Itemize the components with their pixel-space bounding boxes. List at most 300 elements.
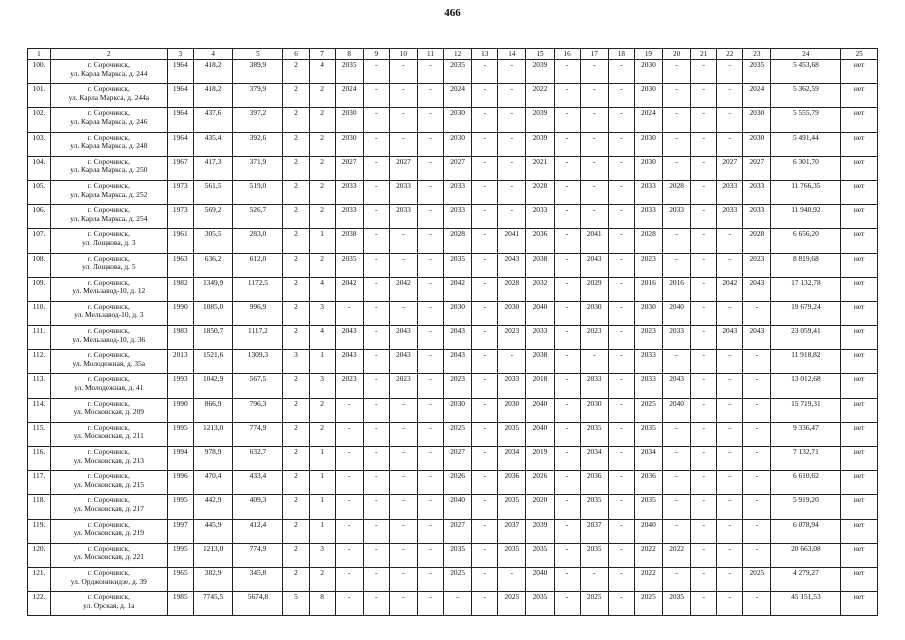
value-cell: 1995	[167, 495, 193, 519]
address-city: г. Сорочинск,	[87, 567, 130, 577]
row-number-cell: 100.	[28, 60, 51, 84]
address-street: ул. Карла Маркса, д. 252	[70, 189, 148, 199]
value-cell: 2023	[743, 253, 771, 277]
value-cell: 345,8	[233, 567, 283, 591]
flag-cell: нет	[841, 422, 878, 446]
value-cell: -	[389, 132, 417, 156]
value-cell: 3	[309, 374, 335, 398]
value-cell: 2025	[634, 592, 662, 616]
value-cell: -	[363, 156, 389, 180]
column-number-cell: 3	[167, 49, 193, 60]
address-city: г. Сорочинск,	[87, 229, 130, 239]
table-row	[28, 156, 878, 180]
flag-cell: нет	[841, 592, 878, 616]
value-cell: 2021	[526, 156, 554, 180]
value-cell: 569,2	[193, 205, 233, 229]
column-number-cell: 16	[554, 49, 580, 60]
value-cell: -	[417, 60, 443, 84]
value-cell: 417,3	[193, 156, 233, 180]
value-cell: -	[663, 60, 691, 84]
value-cell: 2030	[634, 301, 662, 325]
column-number-cell: 25	[841, 49, 878, 60]
value-cell: -	[554, 567, 580, 591]
value-cell: -	[472, 374, 498, 398]
column-number-cell: 9	[363, 49, 389, 60]
row-number-cell: 116.	[28, 447, 51, 471]
address-cell	[50, 60, 167, 84]
value-cell: -	[389, 301, 417, 325]
value-cell: 435,4	[193, 132, 233, 156]
value-cell: 1042,9	[193, 374, 233, 398]
flag-cell: нет	[841, 84, 878, 108]
table-row	[28, 60, 878, 84]
value-cell: 2033	[743, 205, 771, 229]
flag-cell: нет	[841, 495, 878, 519]
address-cell	[50, 374, 167, 398]
row-number-cell: 102.	[28, 108, 51, 132]
value-cell: -	[717, 374, 743, 398]
value-cell: -	[389, 84, 417, 108]
value-cell: 418,2	[193, 84, 233, 108]
value-cell: 2032	[526, 277, 554, 301]
address-cell	[50, 301, 167, 325]
value-cell: -	[554, 229, 580, 253]
value-cell: 2033	[335, 205, 363, 229]
value-cell: 2029	[580, 277, 608, 301]
value-cell: 4	[309, 277, 335, 301]
value-cell: -	[554, 301, 580, 325]
flag-cell: нет	[841, 60, 878, 84]
address-cell	[50, 471, 167, 495]
row-number-cell: 121.	[28, 567, 51, 591]
value-cell: -	[580, 132, 608, 156]
value-cell: 442,9	[193, 495, 233, 519]
value-cell: -	[472, 253, 498, 277]
value-cell: 2035	[743, 60, 771, 84]
address-city: г. Сорочинск,	[87, 422, 130, 432]
address-cell	[50, 447, 167, 471]
table-row	[28, 495, 878, 519]
value-cell: -	[335, 447, 363, 471]
value-cell: -	[417, 422, 443, 446]
value-cell: -	[417, 543, 443, 567]
address-street: ул. Молодежная, д. 41	[74, 383, 144, 393]
value-cell: 1994	[167, 447, 193, 471]
row-number-cell: 118.	[28, 495, 51, 519]
flag-cell: нет	[841, 156, 878, 180]
value-cell: -	[554, 422, 580, 446]
value-cell: -	[580, 60, 608, 84]
value-cell: -	[472, 229, 498, 253]
value-cell: 2033	[634, 180, 662, 204]
value-cell: 1964	[167, 108, 193, 132]
value-cell: 2023	[444, 374, 472, 398]
value-cell: 2043	[444, 326, 472, 350]
value-cell: -	[363, 519, 389, 543]
value-cell: -	[691, 301, 717, 325]
value-cell: -	[743, 374, 771, 398]
value-cell: 2030	[743, 108, 771, 132]
value-cell: 2030	[634, 84, 662, 108]
value-cell: -	[389, 447, 417, 471]
address-city: г. Сорочинск,	[87, 301, 130, 311]
value-cell: -	[498, 156, 526, 180]
value-cell: 2033	[717, 180, 743, 204]
value-cell: -	[691, 567, 717, 591]
row-number-cell: 117.	[28, 471, 51, 495]
value-cell: -	[417, 277, 443, 301]
address-street: ул. Карла Маркса, д. 244	[70, 68, 148, 78]
value-cell: 2025	[743, 567, 771, 591]
value-cell: -	[363, 398, 389, 422]
table-row	[28, 180, 878, 204]
value-cell: 2019	[526, 447, 554, 471]
value-cell: 2	[283, 84, 309, 108]
value-cell: -	[717, 398, 743, 422]
value-cell: 2040	[526, 398, 554, 422]
flag-cell: нет	[841, 398, 878, 422]
value-cell: -	[717, 108, 743, 132]
value-cell: -	[335, 422, 363, 446]
value-cell: 379,9	[233, 84, 283, 108]
value-cell: 2037	[498, 519, 526, 543]
value-cell: -	[417, 567, 443, 591]
value-cell: -	[608, 398, 634, 422]
column-number-cell: 5	[233, 49, 283, 60]
value-cell: 2043	[335, 326, 363, 350]
value-cell: -	[608, 180, 634, 204]
value-cell: -	[363, 132, 389, 156]
address-street: ул. Московская, д. 215	[73, 479, 144, 489]
value-cell: 2034	[580, 447, 608, 471]
value-cell: -	[472, 471, 498, 495]
value-cell: 2036	[498, 471, 526, 495]
value-cell: 2	[309, 422, 335, 446]
value-cell: -	[717, 350, 743, 374]
value-cell: 774,9	[233, 422, 283, 446]
value-cell: 2033	[389, 205, 417, 229]
address-street: ул. Карла Маркса, д. 244а	[68, 92, 150, 102]
value-cell: -	[389, 471, 417, 495]
value-cell: 1349,9	[193, 277, 233, 301]
row-number-cell: 101.	[28, 84, 51, 108]
address-city: г. Сорочинск,	[87, 132, 130, 142]
value-cell: -	[554, 519, 580, 543]
value-cell: 2035	[580, 543, 608, 567]
table-row	[28, 422, 878, 446]
value-cell: 1961	[167, 229, 193, 253]
value-cell: 2	[309, 108, 335, 132]
value-cell: 2035	[580, 422, 608, 446]
value-cell: 2028	[444, 229, 472, 253]
value-cell: 1964	[167, 84, 193, 108]
value-cell: 2018	[526, 374, 554, 398]
value-cell: -	[363, 253, 389, 277]
table-row	[28, 447, 878, 471]
address-city: г. Сорочинск,	[87, 447, 130, 456]
cost-cell: 6 656,20	[771, 229, 841, 253]
value-cell: -	[580, 567, 608, 591]
table-row	[28, 229, 878, 253]
value-cell: -	[417, 471, 443, 495]
value-cell: -	[417, 350, 443, 374]
address-cell	[50, 180, 167, 204]
value-cell: 1213,0	[193, 543, 233, 567]
flag-cell: нет	[841, 301, 878, 325]
value-cell: 1964	[167, 60, 193, 84]
value-cell: -	[472, 205, 498, 229]
value-cell: 2	[283, 277, 309, 301]
value-cell: 2030	[634, 156, 662, 180]
address-street: ул. Московская, д. 209	[73, 407, 144, 417]
value-cell: 519,0	[233, 180, 283, 204]
table-row	[28, 592, 878, 616]
value-cell: 561,5	[193, 180, 233, 204]
address-cell	[50, 229, 167, 253]
value-cell: 2	[283, 205, 309, 229]
value-cell: -	[554, 84, 580, 108]
value-cell: 2033	[743, 180, 771, 204]
value-cell: -	[335, 592, 363, 616]
flag-cell: нет	[841, 326, 878, 350]
value-cell: -	[417, 301, 443, 325]
address-street: ул. Карла Маркса, д. 250	[70, 165, 148, 175]
address-city: г. Сорочинск,	[87, 60, 130, 69]
table-row	[28, 471, 878, 495]
address-cell	[50, 277, 167, 301]
row-number-cell: 113.	[28, 374, 51, 398]
value-cell: 2033	[526, 326, 554, 350]
value-cell: 3	[283, 350, 309, 374]
cost-cell: 11 918,82	[771, 350, 841, 374]
value-cell: 2041	[580, 229, 608, 253]
cost-cell: 23 059,41	[771, 326, 841, 350]
value-cell: 2035	[444, 253, 472, 277]
value-cell: -	[608, 277, 634, 301]
value-cell: 1213,0	[193, 422, 233, 446]
column-number-cell: 1	[28, 49, 51, 60]
value-cell: 2	[283, 447, 309, 471]
value-cell: -	[717, 471, 743, 495]
address-street: ул. Орджоникидзе, д. 39	[70, 576, 147, 586]
row-number-cell: 112.	[28, 350, 51, 374]
value-cell: 2022	[526, 84, 554, 108]
column-number-cell: 12	[444, 49, 472, 60]
value-cell: 1983	[167, 326, 193, 350]
value-cell: -	[554, 60, 580, 84]
value-cell: 2026	[444, 471, 472, 495]
value-cell: -	[363, 592, 389, 616]
value-cell: -	[335, 519, 363, 543]
flag-cell: нет	[841, 447, 878, 471]
value-cell: 2033	[444, 205, 472, 229]
value-cell: 2024	[335, 84, 363, 108]
value-cell: -	[580, 108, 608, 132]
address-street: ул. Московская, д. 221	[73, 552, 144, 562]
address-city: г. Сорочинск,	[87, 543, 130, 553]
address-street: ул. Лощкова, д. 3	[82, 237, 136, 247]
value-cell: 2035	[335, 253, 363, 277]
value-cell: -	[691, 108, 717, 132]
address-cell	[50, 253, 167, 277]
cost-cell: 11 766,35	[771, 180, 841, 204]
value-cell: 2030	[498, 301, 526, 325]
value-cell: -	[498, 205, 526, 229]
value-cell: -	[472, 84, 498, 108]
address-street: ул. Мельзавод-10, д. 12	[72, 286, 146, 296]
table-row	[28, 519, 878, 543]
value-cell: 2022	[634, 567, 662, 591]
value-cell: -	[389, 592, 417, 616]
value-cell: -	[608, 253, 634, 277]
value-cell: 1990	[167, 301, 193, 325]
value-cell: -	[691, 253, 717, 277]
cost-cell: 9 336,47	[771, 422, 841, 446]
value-cell: 1973	[167, 205, 193, 229]
value-cell: 2043	[389, 326, 417, 350]
value-cell: -	[691, 471, 717, 495]
value-cell: 2	[283, 567, 309, 591]
value-cell: 470,4	[193, 471, 233, 495]
flag-cell: нет	[841, 277, 878, 301]
value-cell: 2042	[717, 277, 743, 301]
address-street: ул. Московская, д. 219	[73, 528, 144, 538]
value-cell: -	[363, 180, 389, 204]
value-cell: 2035	[498, 495, 526, 519]
cost-cell: 8 819,68	[771, 253, 841, 277]
value-cell: -	[608, 447, 634, 471]
value-cell: 866,9	[193, 398, 233, 422]
value-cell: -	[363, 205, 389, 229]
value-cell: -	[554, 277, 580, 301]
table-row	[28, 543, 878, 567]
cost-cell: 5 919,20	[771, 495, 841, 519]
value-cell: -	[663, 447, 691, 471]
value-cell: 2030	[444, 132, 472, 156]
value-cell: -	[417, 398, 443, 422]
value-cell: -	[691, 374, 717, 398]
value-cell: -	[663, 156, 691, 180]
row-number-cell: 107.	[28, 229, 51, 253]
value-cell: -	[472, 108, 498, 132]
value-cell: -	[389, 543, 417, 567]
value-cell: -	[608, 422, 634, 446]
row-number-cell: 115.	[28, 422, 51, 446]
address-cell	[50, 326, 167, 350]
value-cell: 2	[283, 229, 309, 253]
value-cell: -	[363, 471, 389, 495]
value-cell: 2035	[444, 60, 472, 84]
value-cell: 2	[283, 253, 309, 277]
value-cell: 2034	[634, 447, 662, 471]
value-cell: -	[498, 108, 526, 132]
cost-cell: 7 132,71	[771, 447, 841, 471]
value-cell: -	[580, 156, 608, 180]
value-cell: 1309,3	[233, 350, 283, 374]
address-city: г. Сорочинск,	[87, 253, 130, 263]
value-cell: -	[472, 495, 498, 519]
value-cell: -	[743, 592, 771, 616]
value-cell: -	[417, 447, 443, 471]
value-cell: -	[472, 277, 498, 301]
cost-cell: 45 151,53	[771, 592, 841, 616]
value-cell: -	[743, 447, 771, 471]
value-cell: -	[608, 156, 634, 180]
value-cell: -	[389, 422, 417, 446]
value-cell: 418,2	[193, 60, 233, 84]
value-cell: 2028	[634, 229, 662, 253]
value-cell: 1850,7	[193, 326, 233, 350]
table-row	[28, 84, 878, 108]
value-cell: -	[608, 519, 634, 543]
row-number-cell: 109.	[28, 277, 51, 301]
cost-cell: 6 610,62	[771, 471, 841, 495]
value-cell: -	[743, 519, 771, 543]
value-cell: 2	[309, 253, 335, 277]
value-cell: -	[554, 543, 580, 567]
value-cell: -	[472, 567, 498, 591]
value-cell: -	[472, 592, 498, 616]
cost-cell: 5 491,44	[771, 132, 841, 156]
value-cell: -	[363, 422, 389, 446]
column-number-cell: 23	[743, 49, 771, 60]
value-cell: 2030	[634, 60, 662, 84]
column-number-cell: 18	[608, 49, 634, 60]
value-cell: 2025	[634, 398, 662, 422]
address-city: г. Сорочинск,	[87, 471, 130, 481]
value-cell: 4	[309, 60, 335, 84]
value-cell: 433,4	[233, 471, 283, 495]
value-cell: 2	[283, 156, 309, 180]
value-cell: -	[472, 60, 498, 84]
value-cell: 3	[309, 543, 335, 567]
value-cell: -	[472, 326, 498, 350]
flag-cell: нет	[841, 567, 878, 591]
value-cell: 2030	[444, 398, 472, 422]
column-number-cell: 7	[309, 49, 335, 60]
value-cell: -	[663, 108, 691, 132]
value-cell: 2	[283, 108, 309, 132]
value-cell: 2	[283, 132, 309, 156]
value-cell: -	[554, 471, 580, 495]
value-cell: -	[363, 60, 389, 84]
value-cell: 2035	[580, 495, 608, 519]
value-cell: 2016	[663, 277, 691, 301]
value-cell: -	[335, 471, 363, 495]
value-cell: 1117,2	[233, 326, 283, 350]
value-cell: 2028	[663, 180, 691, 204]
value-cell: -	[580, 205, 608, 229]
value-cell: -	[608, 84, 634, 108]
value-cell: -	[498, 180, 526, 204]
value-cell: 2	[283, 398, 309, 422]
value-cell: 2020	[526, 495, 554, 519]
value-cell: 2034	[498, 447, 526, 471]
value-cell: 283,0	[233, 229, 283, 253]
value-cell: 2039	[526, 60, 554, 84]
value-cell: 1996	[167, 471, 193, 495]
column-number-cell: 14	[498, 49, 526, 60]
value-cell: 437,6	[193, 108, 233, 132]
address-cell	[50, 422, 167, 446]
value-cell: -	[717, 84, 743, 108]
value-cell: -	[417, 180, 443, 204]
value-cell: -	[417, 108, 443, 132]
value-cell: -	[691, 592, 717, 616]
value-cell: 2039	[526, 519, 554, 543]
value-cell: 8	[309, 592, 335, 616]
value-cell: -	[389, 495, 417, 519]
